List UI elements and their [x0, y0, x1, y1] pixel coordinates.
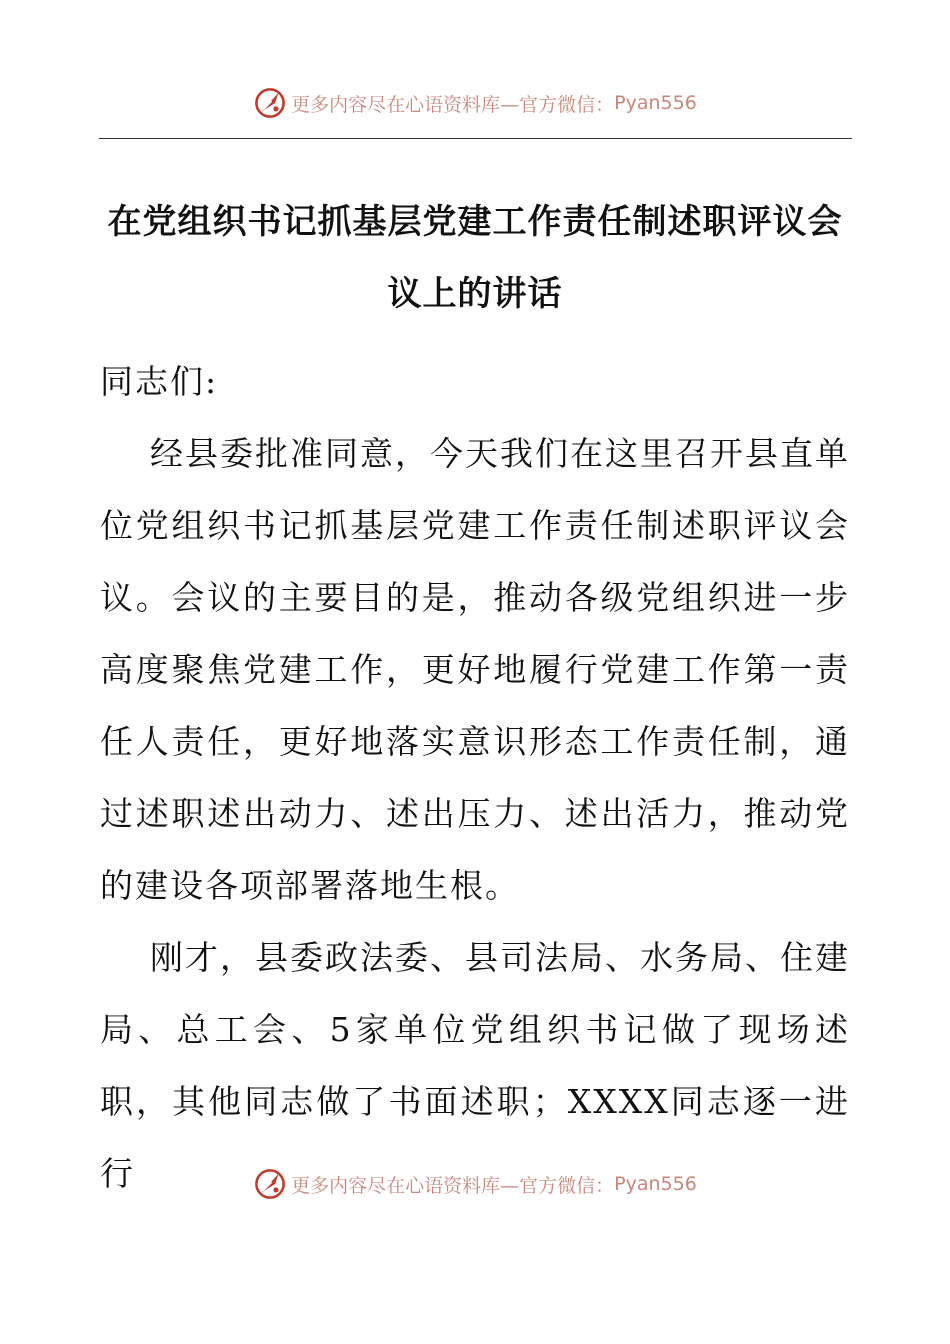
quill-pen-logo-icon	[253, 1167, 287, 1201]
body-paragraph-1: 经县委批准同意，今天我们在这里召开县直单位党组织书记抓基层党建工作责任制述职评议会议。会议的主要目的是，推动各级党组织进一步高度聚焦党建工作，更好地履行党建工作第一责任人责任，更好地落实意识形态工作责任制，通过述职述出动力、述出压力、述出活力，推动党的建设各项部署落地生根。	[100, 434, 850, 905]
quill-pen-logo-icon	[253, 86, 287, 120]
header-banner	[0, 83, 950, 123]
banner-promo-text: 更多内容尽在心语资料库—官方微信：	[291, 93, 615, 116]
banner-wechat-id: Pyan556	[614, 92, 697, 114]
document-title: 在党组织书记抓基层党建工作责任制述职评议会议上的讲话	[107, 202, 843, 314]
banner-wechat-id: Pyan556	[614, 1173, 697, 1195]
salutation: 同志们:	[100, 362, 219, 401]
document-body	[100, 346, 850, 1210]
footer-banner	[0, 1164, 950, 1204]
body-paragraph-2: 刚才，县委政法委、县司法局、水务局、住建局、总工会、5家单位党组织书记做了现场述职，其他同志做了书面述职；XXXX同志逐一进行	[100, 938, 850, 1193]
banner-promo-text: 更多内容尽在心语资料库—官方微信：	[291, 1174, 615, 1197]
header-divider	[99, 138, 852, 139]
